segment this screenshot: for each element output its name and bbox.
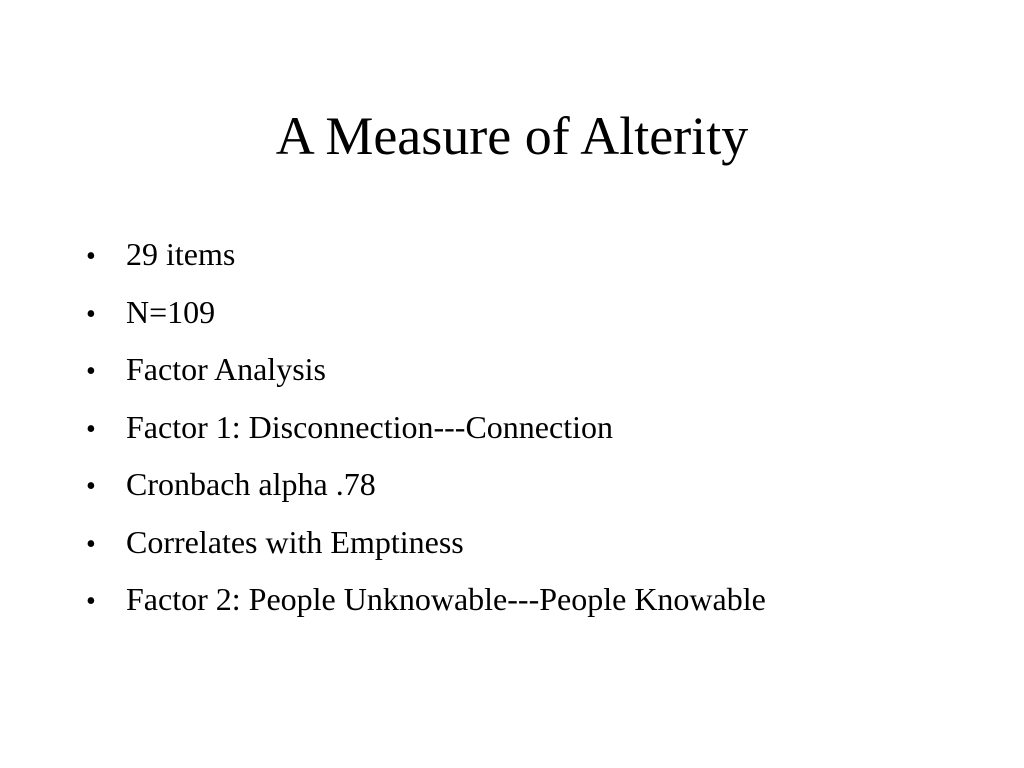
bullet-text: Correlates with Emptiness (126, 523, 464, 560)
bullet-icon: • (86, 298, 96, 330)
bullet-text: N=109 (126, 293, 216, 330)
list-item (82, 345, 982, 403)
list-item (82, 518, 982, 576)
bullet-icon: • (86, 356, 96, 387)
bullet-text: Factor 1: Disconnection---Connection (126, 408, 613, 445)
list-item (82, 460, 982, 518)
bullet-icon: • (86, 471, 96, 502)
list-item (82, 575, 982, 633)
bullet-text: Cronbach alpha .78 (126, 466, 376, 502)
bullet-text: Factor 2: People Unknowable---People Knowable (126, 581, 766, 617)
list-item (82, 230, 982, 288)
slide-title: A Measure of Alterity (275, 106, 749, 166)
bullet-icon: • (86, 586, 96, 617)
bullet-text: 29 items (126, 236, 236, 272)
bullet-icon: • (86, 413, 96, 445)
bullet-icon: • (86, 528, 96, 560)
list-item (82, 288, 982, 346)
list-item (82, 403, 982, 461)
bullet-list (82, 230, 982, 633)
bullet-icon: • (86, 241, 96, 272)
bullet-text: Factor Analysis (126, 351, 326, 387)
